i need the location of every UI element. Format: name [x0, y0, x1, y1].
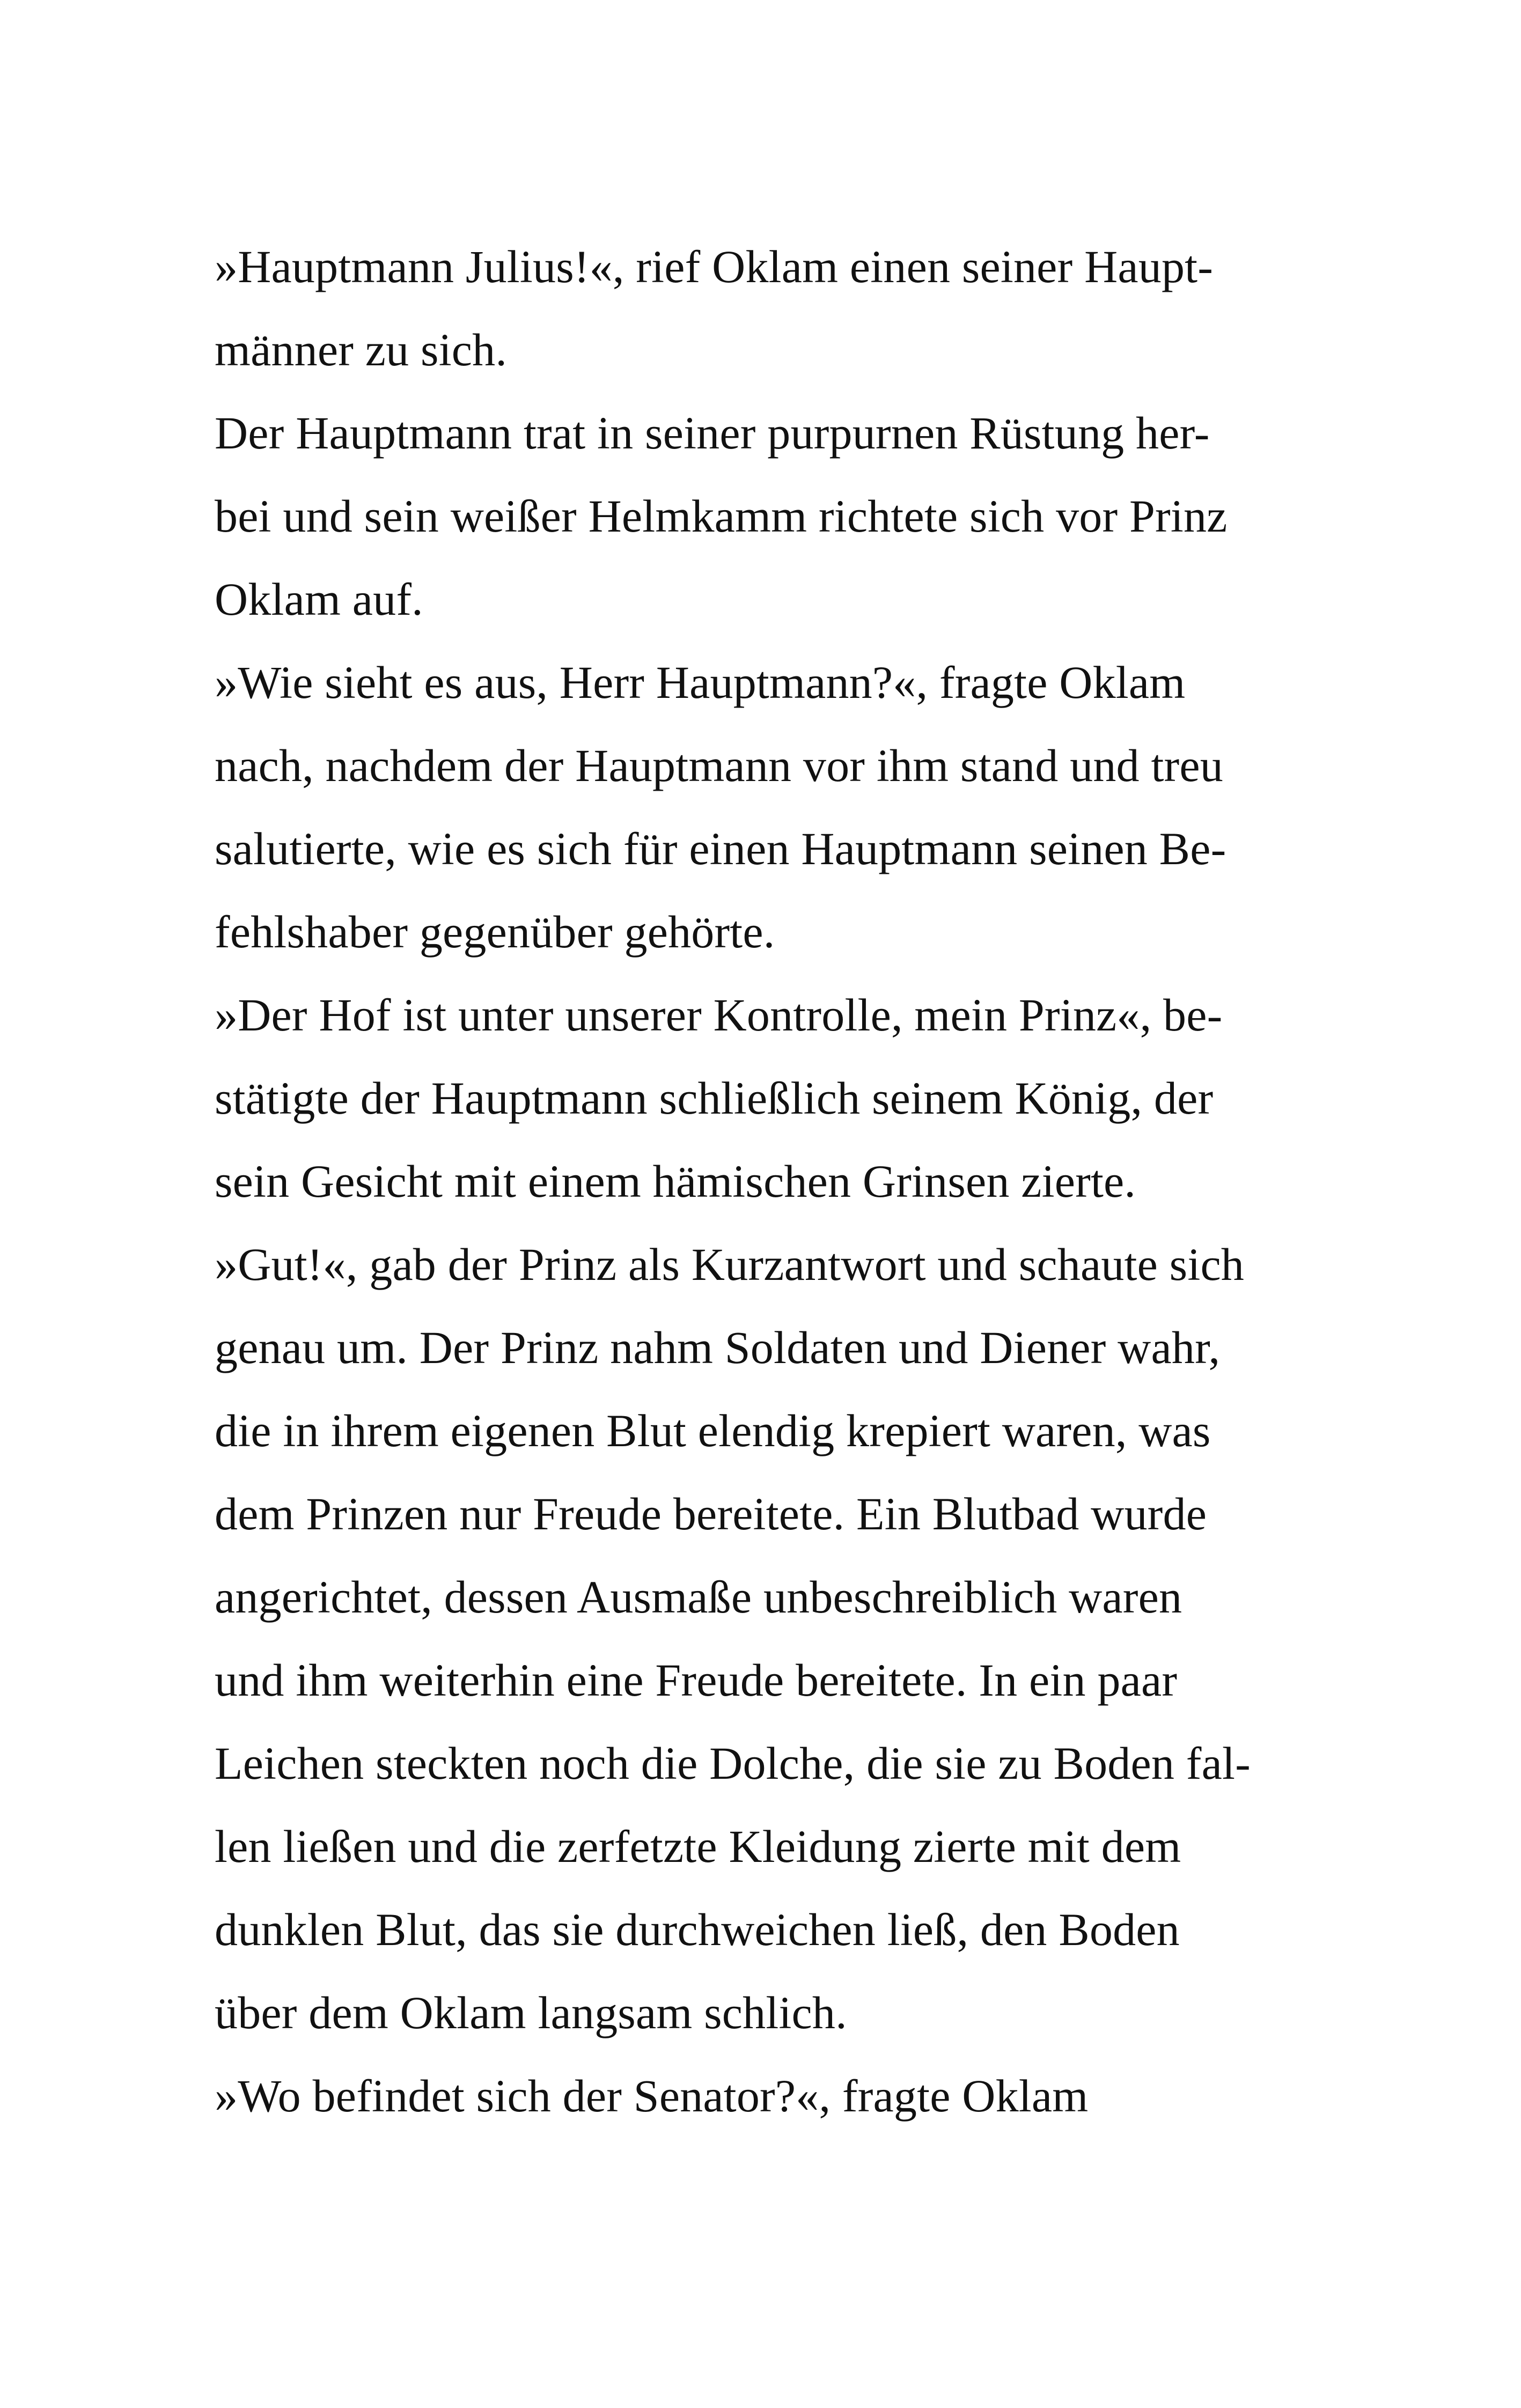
text-line: »Der Hof ist unter unserer Kontrolle, mein Prinz«, be-	[215, 989, 1223, 1041]
text-line: stätigte der Hauptmann schließlich seinem König, der	[215, 1072, 1214, 1124]
text-line: dem Prinzen nur Freude bereitete. Ein Blutbad wurde	[215, 1488, 1207, 1540]
text-line: bei und sein weißer Helmkamm richtete sich vor Prinz	[215, 490, 1228, 542]
text-line: nach, nachdem der Hauptmann vor ihm stand und treu	[215, 740, 1223, 791]
text-line: männer zu sich.	[215, 324, 508, 375]
text-line: fehlshaber gegenüber gehörte.	[215, 906, 775, 958]
body-text	[215, 225, 1341, 2138]
text-line: sein Gesicht mit einem hämischen Grinsen zierte.	[215, 1155, 1136, 1207]
text-line: dunklen Blut, das sie durchweichen ließ, den Boden	[215, 1904, 1180, 1955]
text-line: genau um. Der Prinz nahm Soldaten und Diener wahr,	[215, 1322, 1221, 1373]
text-line: Leichen steckten noch die Dolche, die sie zu Boden fal-	[215, 1737, 1251, 1789]
text-line: salutierte, wie es sich für einen Hauptmann seinen Be-	[215, 823, 1226, 874]
text-line: »Gut!«, gab der Prinz als Kurzantwort und schaute sich	[215, 1239, 1245, 1290]
text-line: len ließen und die zerfetzte Kleidung zierte mit dem	[215, 1821, 1181, 1872]
text-line: die in ihrem eigenen Blut elendig krepiert waren, was	[215, 1405, 1211, 1456]
text-line: Oklam auf.	[215, 573, 423, 625]
text-line: »Wie sieht es aus, Herr Hauptmann?«, fragte Oklam	[215, 657, 1186, 708]
text-line: »Wo befindet sich der Senator?«, fragte Oklam	[215, 2070, 1089, 2122]
text-line: Der Hauptmann trat in seiner purpurnen Rüstung her-	[215, 407, 1210, 459]
text-line: angerichtet, dessen Ausmaße unbeschreiblich waren	[215, 1571, 1182, 1623]
text-line: und ihm weiterhin eine Freude bereitete. In ein paar	[215, 1654, 1178, 1706]
text-line: »Hauptmann Julius!«, rief Oklam einen seiner Haupt-	[215, 241, 1214, 292]
text-line: über dem Oklam langsam schlich.	[215, 1987, 847, 2038]
